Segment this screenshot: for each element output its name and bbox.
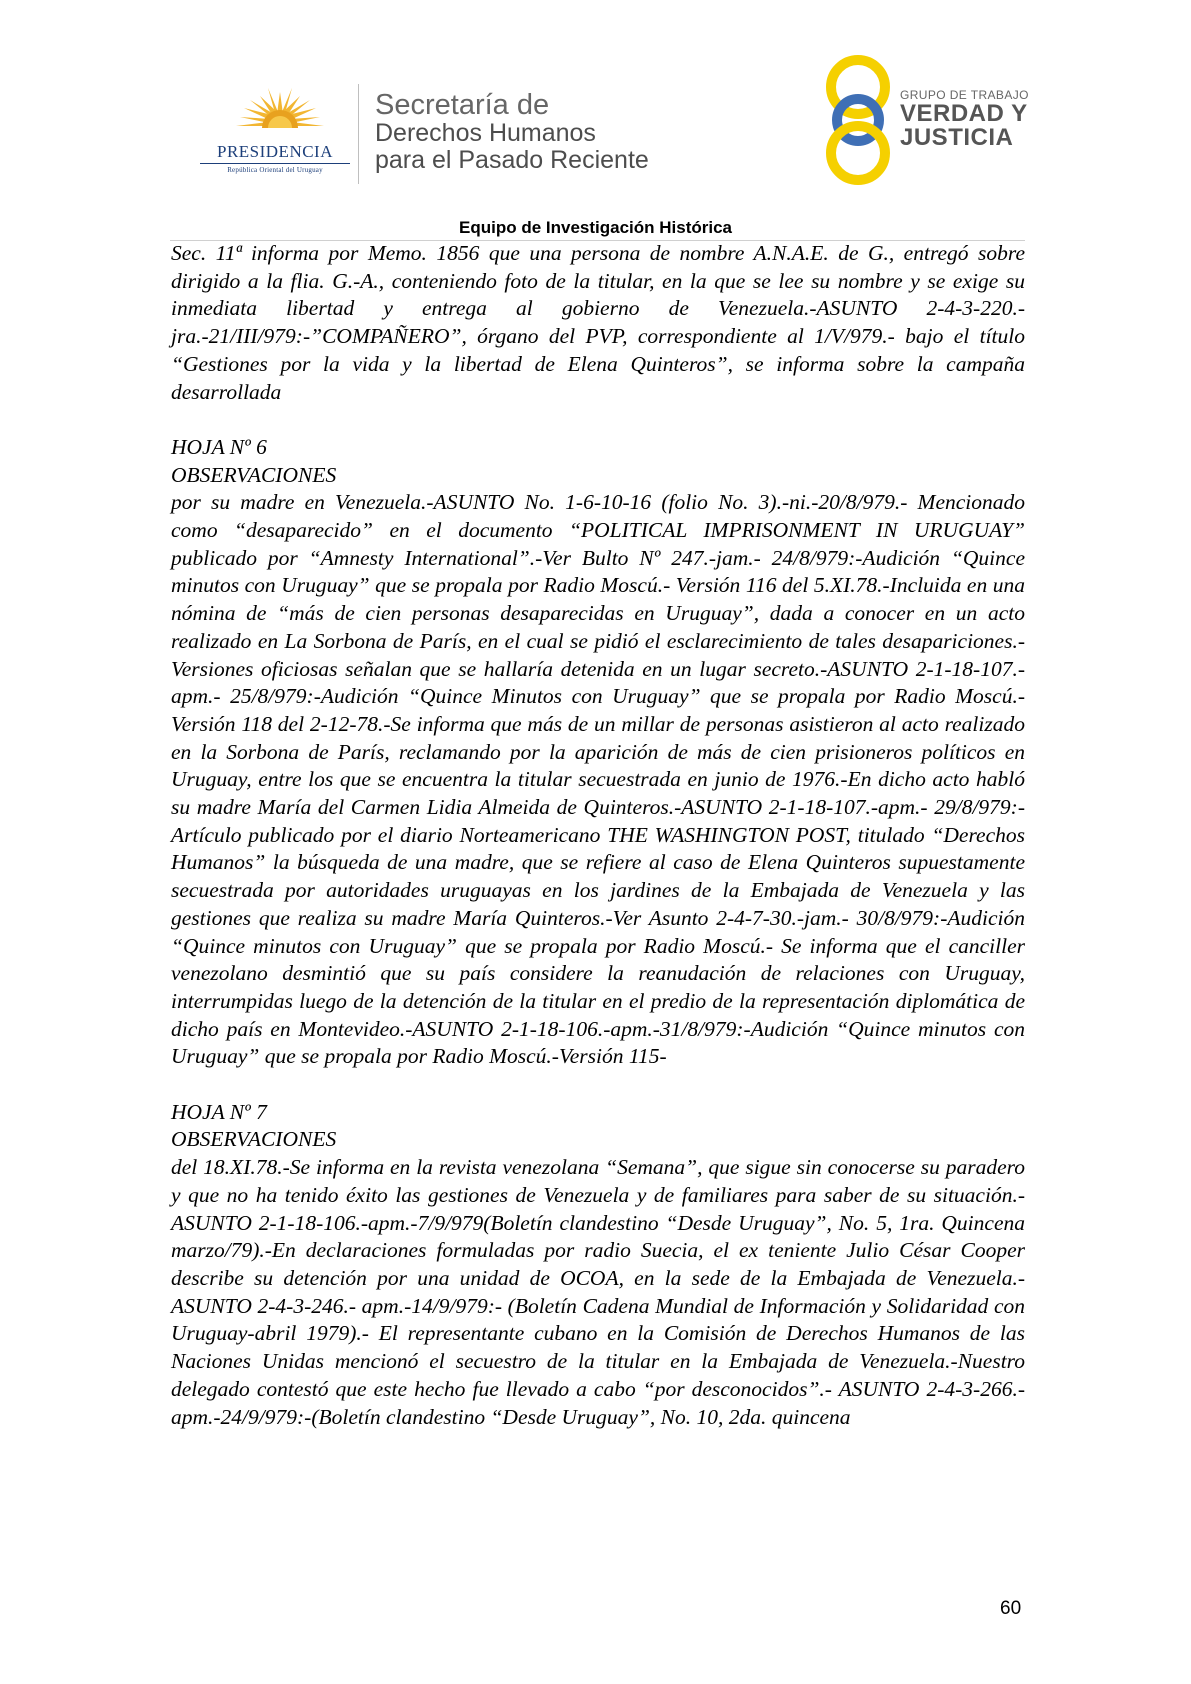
hoja-7-heading: HOJA Nº 7 [171,1099,267,1124]
page-number: 60 [1000,1598,1022,1619]
hoja-6-heading: HOJA Nº 6 [171,434,267,459]
paragraph-2: por su madre en Venezuela.-ASUNTO No. 1-6-10-16 (folio No. 3).-ni.-20/8/979.- Mencionado como “desaparecido” en el documento “POLITICAL IMPRISONMENT IN URUGUAY” publicado por “Amnesty International”.-Ver Bulto Nº 247.-jam.- 24/8/979:-Audición “Quince minutos con Uruguay” que se propala por Radio Moscú.- Versión 116 del 5.XI.78.-Incluida en una nómina de “más de cien personas desaparecidas en Uruguay”, dada a conocer en un acto realizado en La Sorbona de París, en el cual se pidió el esclarecimiento de tales desapariciones.-Versiones oficiosas señalan que se hallaría detenida en un lugar secreto.-ASUNTO 2-1-18-107.-apm.- 25/8/979:-Audición “Quince Minutos con Uruguay” que se propala por Radio Moscú.- Versión 118 del 2-12-78.-Se informa que más de un millar de personas asistieron al acto realizado en la Sorbona de París, reclamando por la aparición de más de cien prisioneros políticos en Uruguay, entre los que se encuentra la titular secuestrada en junio de 1976.-En dicho acto habló su madre María del Carmen Lidia Almeida de Quinteros.-ASUNTO 2-1-18-107.-apm.- 29/8/979:-Artículo publicado por el diario Norteamericano THE WASHINGTON POST, titulado “Derechos Humanos” la búsqueda de una madre, que se refiere al caso de Elena Quinteros supuestamente secuestrada por autoridades uruguayas en los jardines de la Embajada de Venezuela y las gestiones que realiza su madre María Quinteros.-Ver Asunto 2-4-7-30.-jam.- 30/8/979:-Audición “Quince minutos con Uruguay” que se propala por Radio Moscú.- Se informa que el canciller venezolano desmintió que su país considere la reanudación de relaciones con Uruguay, interrumpidas luego de la detención de la titular en el predio de la representación diplomática de dicho país en Montevideo.-ASUNTO 2-1-18-106.-apm.-31/8/979:-Audición “Quince minutos con Uruguay” que se propala por Radio Moscú.-Versión 115- [171,490,1025,1069]
spacer [171,406,1025,434]
team-title: Equipo de Investigación Histórica [459,218,732,237]
secretaria-line-3: para el Pasado Reciente [375,146,649,174]
paragraph-1: Sec. 11ª informa por Memo. 1856 que una persona de nombre A.N.A.E. de G., entregó sobre dirigido a la flia. G.-A., conteniendo foto de la titular, en la que se lee su nombre y se exige su inmediata libertad y entrega al gobierno de Venezuela.-ASUNTO 2-4-3-220.-jra.-21/III/979:-”COMPAÑERO”, órgano del PVP, correspondiente al 1/V/979.- bajo el título “Gestiones por la vida y la libertad de Elena Quinteros”, se informa sobre la campaña desarrollada [171,241,1025,404]
verdad-justicia-text [900,88,1029,150]
grupo-line-2: VERDAD Y [900,100,1028,127]
paragraph-3: del 18.XI.78.-Se informa en la revista venezolana “Semana”, que sigue sin conocerse su paradero y que no ha tenido éxito las gestiones de Venezuela y de familiares para saber de su situación.- ASUNTO 2-1-18-106.-apm.-7/9/979(Boletín clandestino “Desde Uruguay”, No. 5, 1ra. Quincena marzo/79).-En declaraciones formuladas por radio Suecia, el ex teniente Julio César Cooper describe su detención por una unidad de OCOA, en la sede de la Embajada de Venezuela.-ASUNTO 2-4-3-246.- apm.-14/9/979:- (Boletín Cadena Mundial de Información y Solidaridad con Uruguay-abril 1979).- El representante cubano en la Comisión de Derechos Humanos de las Naciones Unidas mencionó el secuestro de la titular en la Embajada de Venezuela.-Nuestro delegado contestó que este hecho fue llevado a cabo “por desconocidos”.- ASUNTO 2-4-3-266.- apm.-24/9/979:-(Boletín clandestino “Desde Uruguay”, No. 10, 2da. quincena [171,1155,1025,1429]
sun-emblem-icon [230,84,330,144]
page-header [0,0,1191,237]
secretaria-line-2: Derechos Humanos [375,119,596,147]
presidencia-logo [200,84,350,184]
secretaria-line-1: Secretaría de [375,89,550,121]
hoja-6-observaciones: OBSERVACIONES [171,462,337,487]
linked-rings-icon [820,55,896,185]
hoja-7-observaciones: OBSERVACIONES [171,1127,337,1152]
header-divider [358,84,359,184]
grupo-line-3: JUSTICIA [900,124,1014,151]
presidencia-subtitle: República Oriental del Uruguay [227,166,323,174]
document-body [171,240,1025,1431]
presidencia-name: PRESIDENCIA [216,142,333,161]
grupo-line-1: GRUPO DE TRABAJO [900,88,1029,102]
spacer [171,1071,1025,1099]
secretaria-title [375,90,649,174]
presidencia-rule [200,163,350,164]
verdad-justicia-logo [820,55,1040,185]
